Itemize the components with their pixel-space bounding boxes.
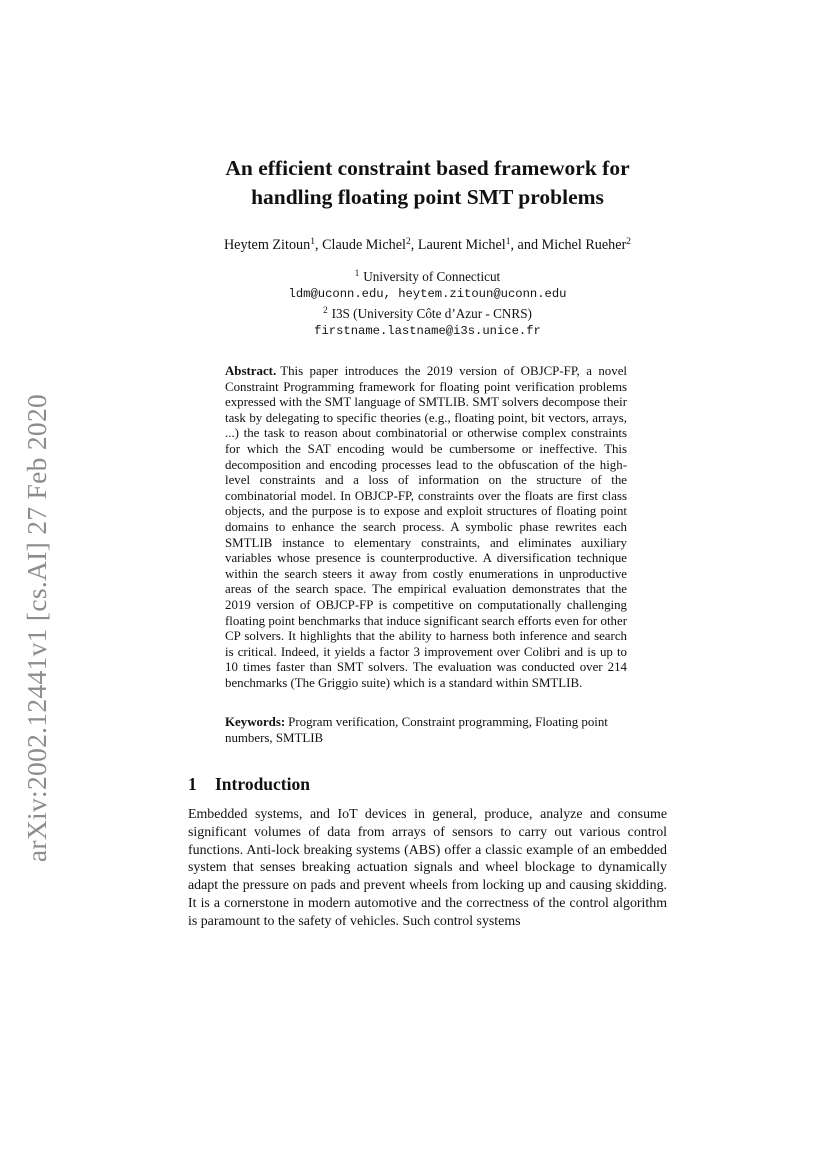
abstract-text: This paper introduces the 2019 version of OBJCP-FP, a novel Constraint Programming framework for floating point verification problems expressed with the SMT language of SMTLIB. SMT solvers decompose their task by delegating to specific theories (e.g., floating point, bit vectors, arrays, ...) the task to reason about combinatorial or otherwise complex constraints for which the SAT encoding would be cumbersome or ineffective. This decomposition and encoding processes lead to the obfuscation of the high-level constraints and a loss of information on the structure of the combinatorial model. In OBJCP-FP, constraints over the floats are first class objects, and the purpose is to expose and exploit structures of floating point domains to enhance the search process. A symbolic phase rewrites each SMTLIB instance to elementary constraints, and eliminates auxiliary variables whose presence is counterproductive. A diversification technique within the search steers it away from costly enumerations in unproductive areas of the search space. The empirical evaluation demonstrates that the 2019 version of OBJCP-FP is competitive on computationally challenging floating point benchmarks that induce significant search efforts even for other CP solvers. It highlights that the ability to harness both inference and search is critical. Indeed, it yields a factor 3 improvement over Colibri and is up to 10 times faster than SMT solvers. The evaluation was conducted over 214 benchmarks (The Griggio suite) which is a standard within SMTLIB. — [225, 364, 627, 690]
keywords-text: Program verification, Constraint programming, Floating point numbers, SMTLIB — [225, 715, 608, 745]
author-name: Michel Rueher — [541, 237, 627, 253]
affiliation-block — [150, 265, 705, 339]
affiliation-name: I3S (University Côte d’Azur - CNRS) — [331, 306, 532, 321]
keywords — [225, 715, 645, 746]
affiliation-name: University of Connecticut — [363, 269, 501, 284]
author-name: Laurent Michel — [417, 237, 506, 253]
affiliation-mark: 1 — [354, 268, 360, 278]
arxiv-identifier-stamp — [12, 375, 62, 880]
author-name: Heytem Zitoun — [223, 237, 311, 253]
abstract-label: Abstract. — [225, 364, 277, 378]
author-name: Claude Michel — [322, 237, 406, 253]
keywords-label: Keywords: — [225, 715, 286, 729]
author-affiliation-mark: 2 — [626, 237, 632, 247]
author-separator: , and — [510, 237, 542, 253]
affiliation-emails: ldm@uconn.edu, heytem.zitoun@uconn.edu — [288, 286, 567, 301]
affiliation-emails: firstname.lastname@i3s.unice.fr — [314, 323, 541, 338]
author-list — [150, 232, 705, 255]
author-separator: , — [314, 237, 323, 253]
author-affiliation-mark: 1 — [505, 237, 511, 247]
author-affiliation-mark: 1 — [310, 237, 315, 247]
section-number: 1 — [188, 774, 197, 794]
affiliation-institution — [150, 265, 705, 286]
paper-title-line-1: An efficient constraint based framework for — [225, 156, 630, 180]
affiliation-institution — [150, 302, 705, 323]
section-heading — [188, 773, 310, 795]
affiliation-mark: 2 — [323, 305, 328, 315]
introduction-paragraph: Embedded systems, and IoT devices in general, produce, analyze and consume significant volumes of data from arrays of sensors to carry out various control functions. Anti-lock breaking systems (ABS) offer a classic example of an embedded system that senses breaking actuation signals and wheel blockage to dynamically adapt the pressure on pads and prevent wheels from locking up and causing skidding. It is a cornerstone in modern automotive and the correctness of the control algorithm is paramount to the safety of vehicles. Such control systems — [188, 807, 667, 929]
abstract — [225, 364, 627, 691]
arxiv-identifier-text: arXiv:2002.12441v1 [cs.AI] 27 Feb 2020 — [21, 393, 52, 862]
paper-title-line-2: handling floating point SMT problems — [251, 185, 604, 209]
author-separator: , — [410, 237, 418, 253]
author-affiliation-mark: 2 — [406, 237, 411, 247]
paper-title — [150, 154, 705, 212]
section-title: Introduction — [215, 774, 310, 794]
